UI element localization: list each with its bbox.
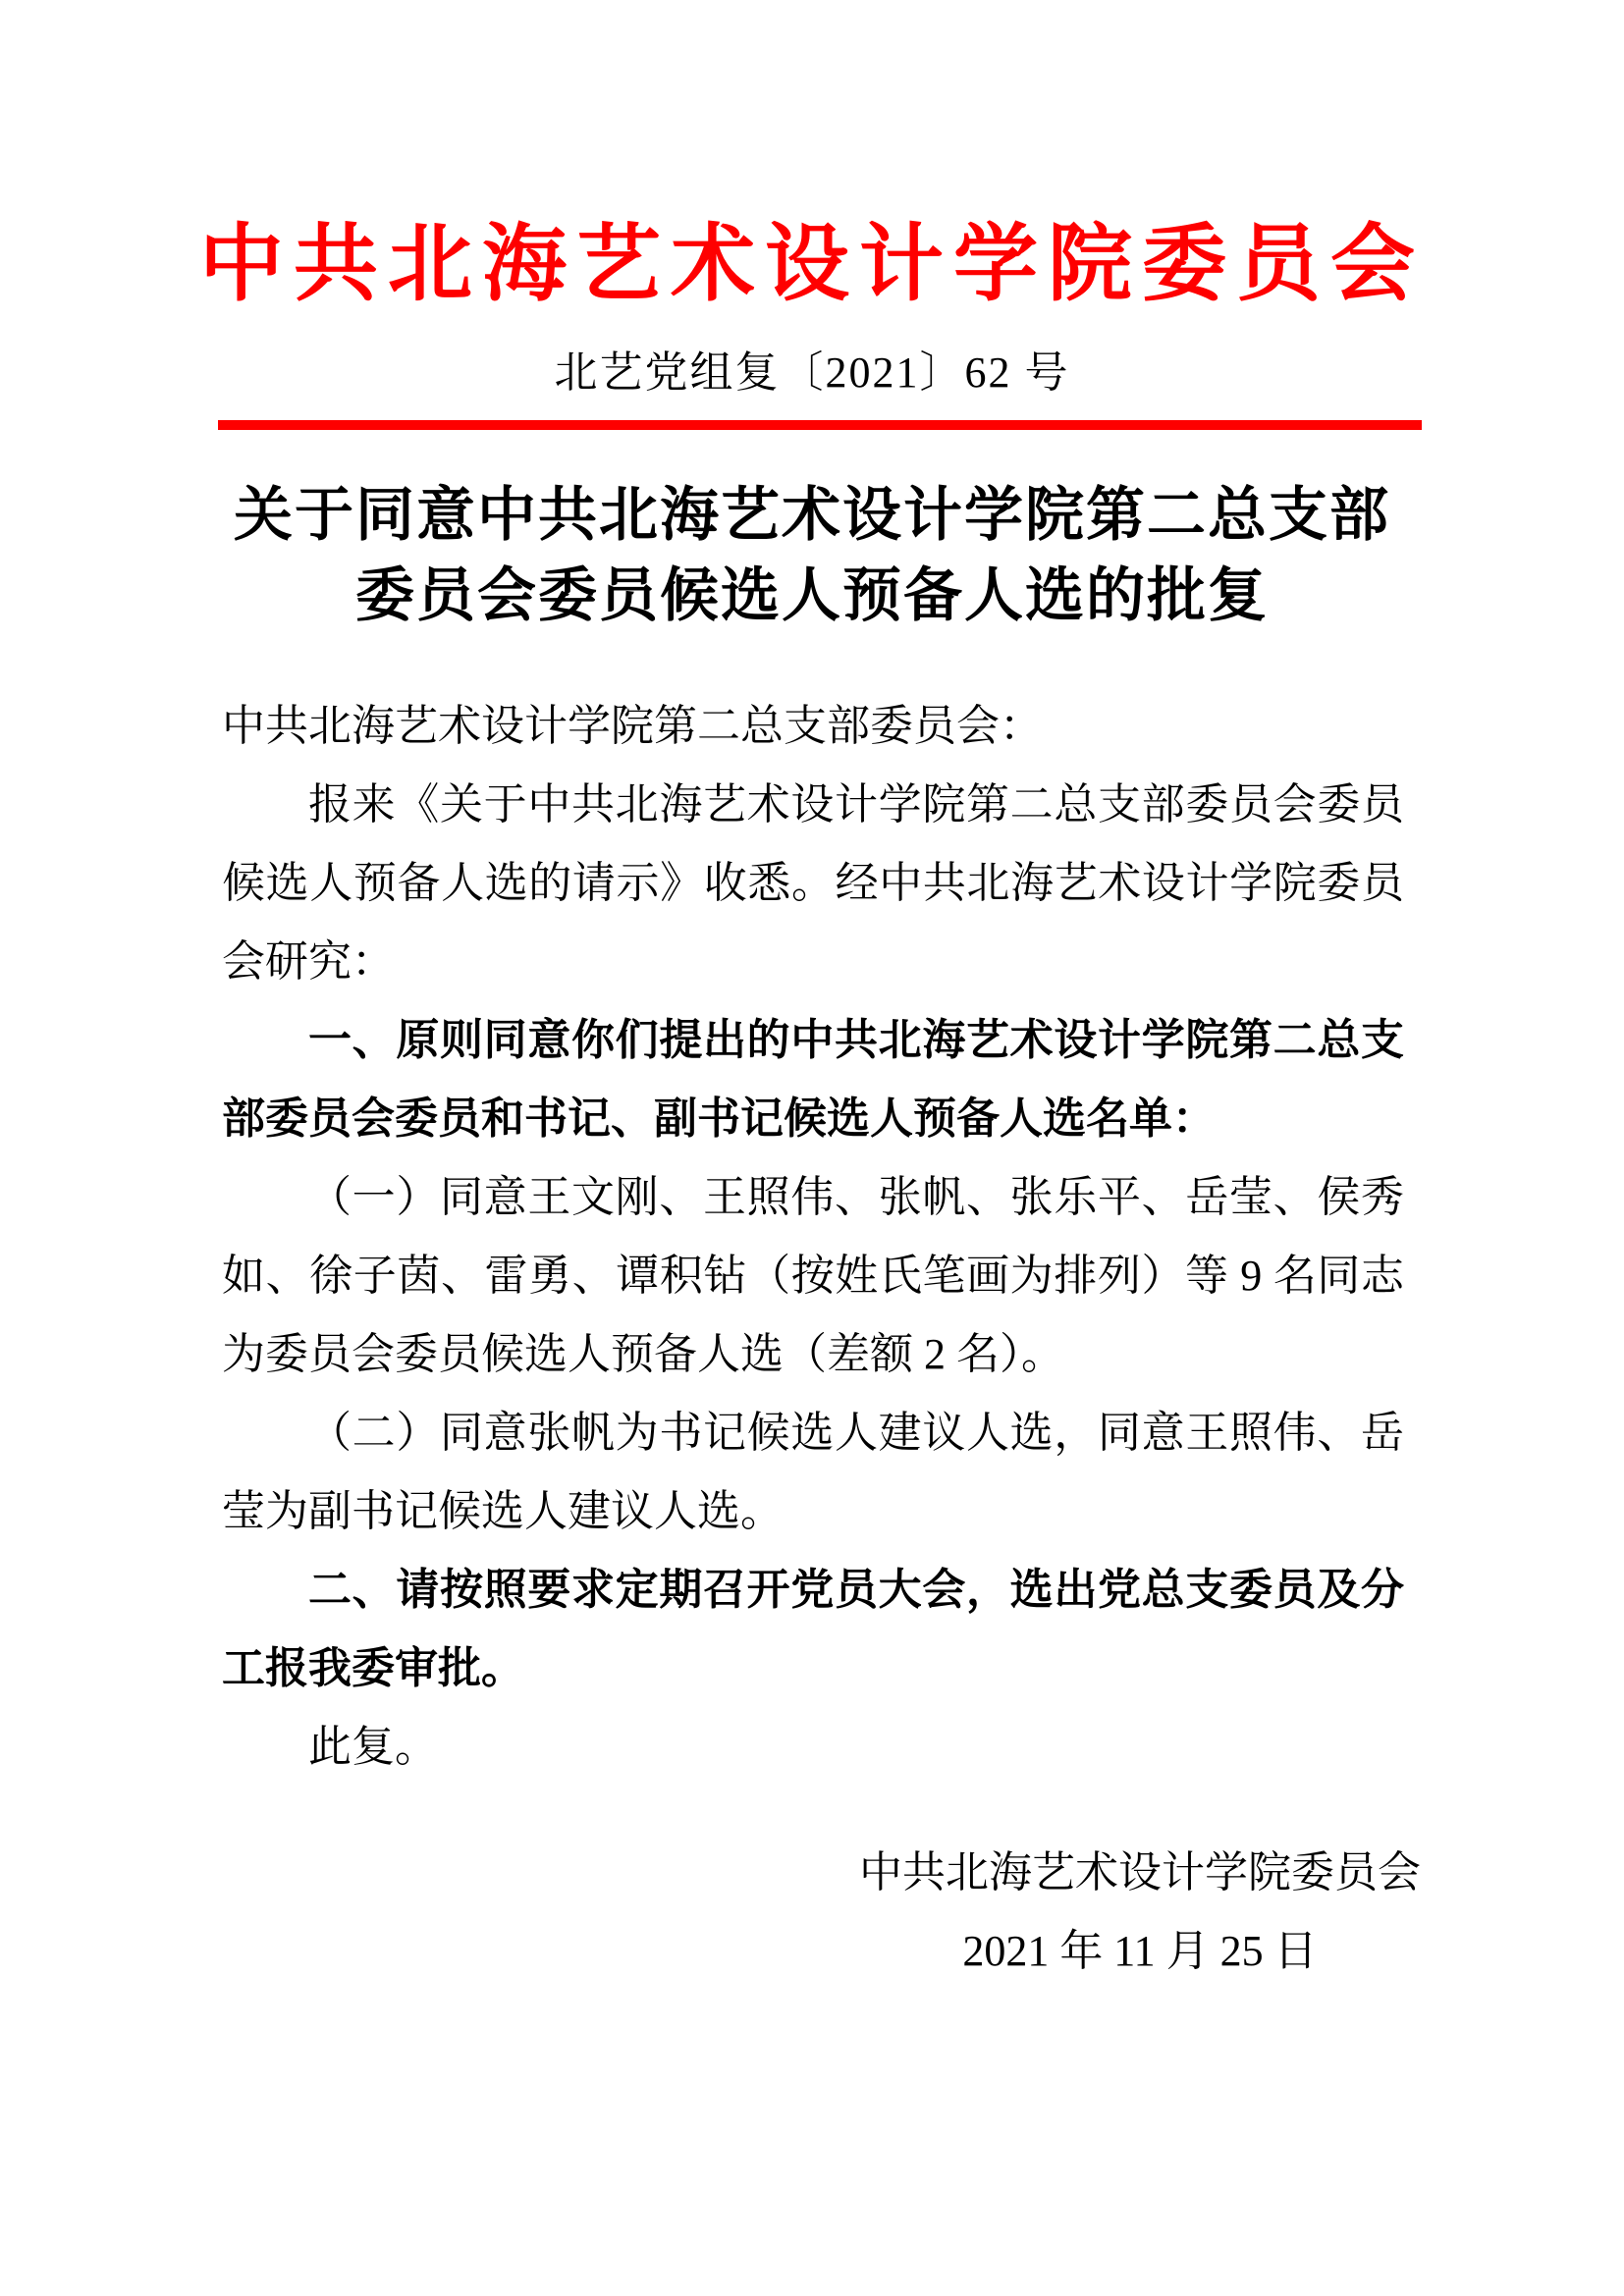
paragraph-intro: 报来《关于中共北海艺术设计学院第二总支部委员会委员候选人预备人选的请示》收悉。经中共北海艺术设计学院委员会研究： [222, 780, 1404, 986]
doc-number: 北艺党组复〔2021〕62 号 [554, 348, 1070, 397]
title-line-2: 委员会委员候选人预备人选的批复 [355, 563, 1269, 628]
closing-phrase: 此复。 [308, 1723, 438, 1771]
org-header: 中共北海艺术设计学院委员会 [199, 217, 1425, 311]
signature-org: 中共北海艺术设计学院委员会 [859, 1848, 1421, 1896]
signature-date: 2021 年 11 月 25 日 [962, 1927, 1318, 1975]
paragraph-item-two: 二、请按照要求定期召开党员大会，选出党总支委员及分工报我委审批。 [222, 1566, 1404, 1692]
paragraph-sub-item-2: （二）同意张帆为书记候选人建议人选，同意王照伟、岳莹为副书记候选人建议人选。 [222, 1409, 1404, 1535]
paragraph-item-one: 一、原则同意你们提出的中共北海艺术设计学院第二总支部委员会委员和书记、副书记候选人预备人选名单： [222, 1016, 1404, 1143]
document-title [0, 475, 1624, 636]
paragraph-sub-item-1: （一）同意王文刚、王照伟、张帆、张乐平、岳莹、侯秀如、徐子茵、雷勇、谭积钻（按姓氏笔画为排列）等 9 名同志为委员会委员候选人预备人选（差额 2 名）。 [222, 1173, 1404, 1378]
red-divider [218, 420, 1422, 430]
signature-block [859, 1834, 1421, 1991]
title-line-1: 关于同意中共北海艺术设计学院第二总支部 [234, 483, 1390, 548]
document-body [222, 687, 1404, 1787]
salutation: 中共北海艺术设计学院第二总支部委员会： [222, 702, 1043, 750]
